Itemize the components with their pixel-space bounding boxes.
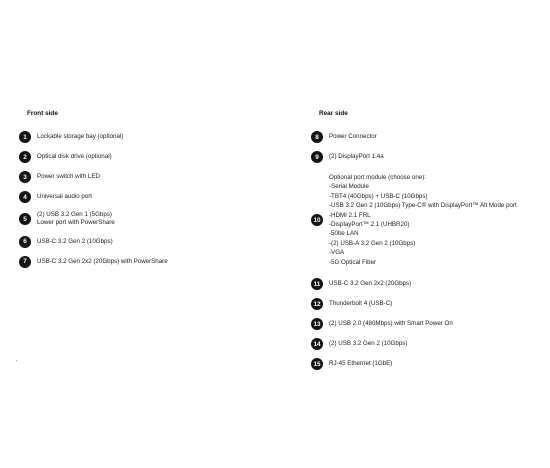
item-label [329, 320, 453, 328]
item-line: Universal audio port [37, 192, 93, 200]
item-label [329, 133, 377, 141]
front-item-2 [23, 151, 277, 163]
item-line: Thunderbolt 4 (USB-C) [329, 299, 393, 307]
item-label [329, 173, 517, 267]
rear-item-10 [313, 173, 544, 267]
number-badge: 1 [19, 131, 31, 143]
rear-side-section [313, 110, 544, 378]
item-label [37, 173, 100, 181]
rear-item-13 [313, 318, 544, 330]
item-line: -Serial Module [329, 183, 369, 191]
item-label [37, 258, 168, 266]
number-badge: 6 [19, 236, 31, 248]
item-label [37, 238, 113, 246]
rear-item-12 [313, 298, 544, 310]
item-line: -DisplayPort™ 2.1 (UHBR20) [329, 221, 410, 229]
item-line: USB-C 3.2 Gen 2 (10Gbps) [37, 237, 113, 245]
item-line: (2) USB 3.2 Gen 1 (5Gbps) [37, 211, 112, 218]
front-side-section [23, 110, 277, 276]
item-line: Power switch with LED [37, 172, 100, 180]
front-item-6 [23, 236, 277, 248]
item-line: Lower port with PowerShare [37, 219, 115, 227]
stray-dot [16, 360, 17, 361]
number-badge: 2 [19, 151, 31, 163]
rear-item-8 [315, 131, 544, 143]
item-line: -(2) USB-A 3.2 Gen 2 (10Gbps) [329, 239, 416, 247]
rear-item-9 [315, 151, 544, 163]
item-line: Power Connector [329, 132, 377, 140]
item-line: (2) USB 2.0 (480Mbps) with Smart Power On [329, 319, 453, 327]
item-line: -TBT4 (40Gbps) + USB-C (10Gbps) [329, 192, 428, 200]
item-label [37, 211, 115, 228]
number-badge: 3 [19, 171, 31, 183]
number-badge: 10 [311, 214, 323, 226]
item-label [329, 340, 407, 348]
item-line: -VGA [329, 249, 345, 257]
item-line: (2) DisplayPort 1.4a [329, 152, 384, 160]
item-line: Optional port module (choose one): [329, 174, 426, 181]
number-badge: 4 [19, 191, 31, 203]
item-line: USB-C 3.2 Gen 2x2 (20Gbps) [329, 279, 412, 287]
rear-item-11 [313, 278, 544, 290]
front-side-title: Front side [27, 110, 58, 117]
item-line: -USB 3.2 Gen 2 (10Gbps) Type-C® with DisplayPort™ Alt Mode port [329, 202, 517, 210]
item-label [329, 153, 384, 161]
number-badge: 8 [311, 131, 323, 143]
item-line: -50be LAN [329, 230, 359, 238]
item-line: Optical disk drive (optional) [37, 152, 112, 160]
item-label [329, 280, 411, 288]
item-label [37, 133, 123, 141]
item-label [329, 300, 392, 308]
item-line: Lockable storage bay (optional) [37, 132, 124, 140]
front-item-7 [23, 256, 277, 268]
item-label [37, 193, 92, 201]
number-badge: 7 [19, 256, 31, 268]
item-line: RJ-45 Ethernet (1GbE) [329, 359, 393, 367]
item-line: -5G Optical Fiber [329, 258, 377, 266]
item-line: USB-C 3.2 Gen 2x2 (20Gbps) with PowerShare [37, 257, 168, 265]
front-item-4 [23, 191, 277, 203]
number-badge: 13 [311, 318, 323, 330]
rear-item-14 [313, 338, 544, 350]
item-line: (2) USB 3.2 Gen 2 (10Gbps) [329, 339, 408, 347]
number-badge: 9 [311, 151, 323, 163]
rear-item-15 [313, 358, 544, 370]
front-item-1 [23, 131, 277, 143]
rear-side-title: Rear side [319, 110, 348, 117]
number-badge: 12 [311, 298, 323, 310]
item-line: -HDMI 2.1 FRL [329, 211, 371, 219]
front-item-3 [23, 171, 277, 183]
number-badge: 5 [19, 213, 31, 225]
number-badge: 15 [311, 358, 323, 370]
front-item-5 [23, 211, 277, 228]
number-badge: 11 [311, 278, 323, 290]
item-label [329, 360, 392, 368]
item-label [37, 153, 112, 161]
number-badge: 14 [311, 338, 323, 350]
